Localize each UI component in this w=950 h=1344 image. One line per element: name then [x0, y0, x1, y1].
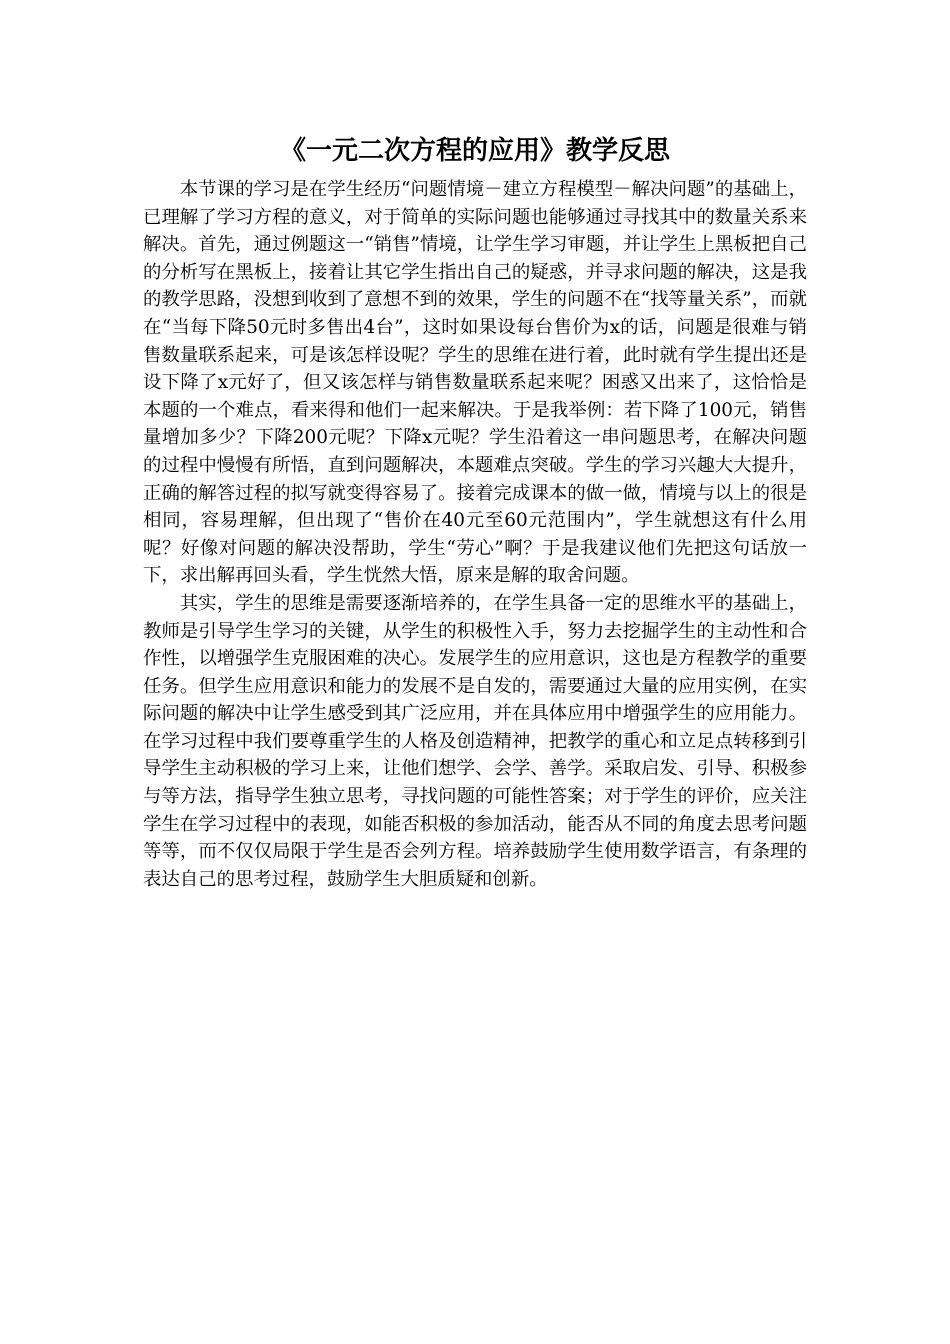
document-title: 《一元二次方程的应用》教学反思	[279, 136, 670, 166]
paragraph-1: 本节课的学习是在学生经历“问题情境－建立方程模型－解决问题”的基础上，已理解了学习方程的意义，对于简单的实际问题也能够通过寻找其中的数量关系来解决。首先，通过例题这一“销售”情境，让学生学习审题，并让学生上黑板把自己的分析写在黑板上，接着让其它学生指出自己的疑惑，并寻求问题的解决，这是我的教学思路，没想到收到了意想不到的效果，学生的问题不在“找等量关系”，而就在“当每下降50元时多售出4台”，这时如果设每台售价为x的话，问题是很难与销售数量联系起来，可是该怎样设呢？学生的思维在进行着，此时就有学生提出还是设下降了x元好了，但又该怎样与销售数量联系起来呢？困惑又出来了，这恰恰是本题的一个难点，看来得和他们一起来解决。于是我举例：若下降了100元，销售量增加多少？下降200元呢？下降x元呢？学生沿着这一串问题思考，在解决问题的过程中慢慢有所悟，直到问题解决，本题难点突破。学生的学习兴趣大大提升，正确的解答过程的拟写就变得容易了。接着完成课本的做一做，情境与以上的很是相同，容易理解，但出现了“售价在40元至60元范围内”，学生就想这有什么用呢？好像对问题的解决没帮助，学生“劳心”啊？于是我建议他们先把这句话放一下，求出解再回头看，学生恍然大悟，原来是解的取舍问题。	[143, 179, 807, 587]
document-body	[143, 176, 807, 893]
paragraph-2: 其实，学生的思维是需要逐渐培养的，在学生具备一定的思维水平的基础上，教师是引导学生学习的关键，从学生的积极性入手，努力去挖掘学生的主动性和合作性，以增强学生克服困难的决心。发展学生的应用意识，这也是方程教学的重要任务。但学生应用意识和能力的发展不是自发的，需要通过大量的应用实例，在实际问题的解决中让学生感受到其广泛应用，并在具体应用中增强学生的应用能力。在学习过程中我们要尊重学生的人格及创造精神，把教学的重心和立足点转移到引导学生主动积极的学习上来，让他们想学、会学、善学。采取启发、引导、积极参与等方法，指导学生独立思考，寻找问题的可能性答案；对于学生的评价，应关注学生在学习过程中的表现，如能否积极的参加活动，能否从不同的角度去思考问题等等，而不仅仅局限于学生是否会列方程。培养鼓励学生使用数学语言，有条理的表达自己的思考过程，鼓励学生大胆质疑和创新。	[143, 592, 807, 890]
